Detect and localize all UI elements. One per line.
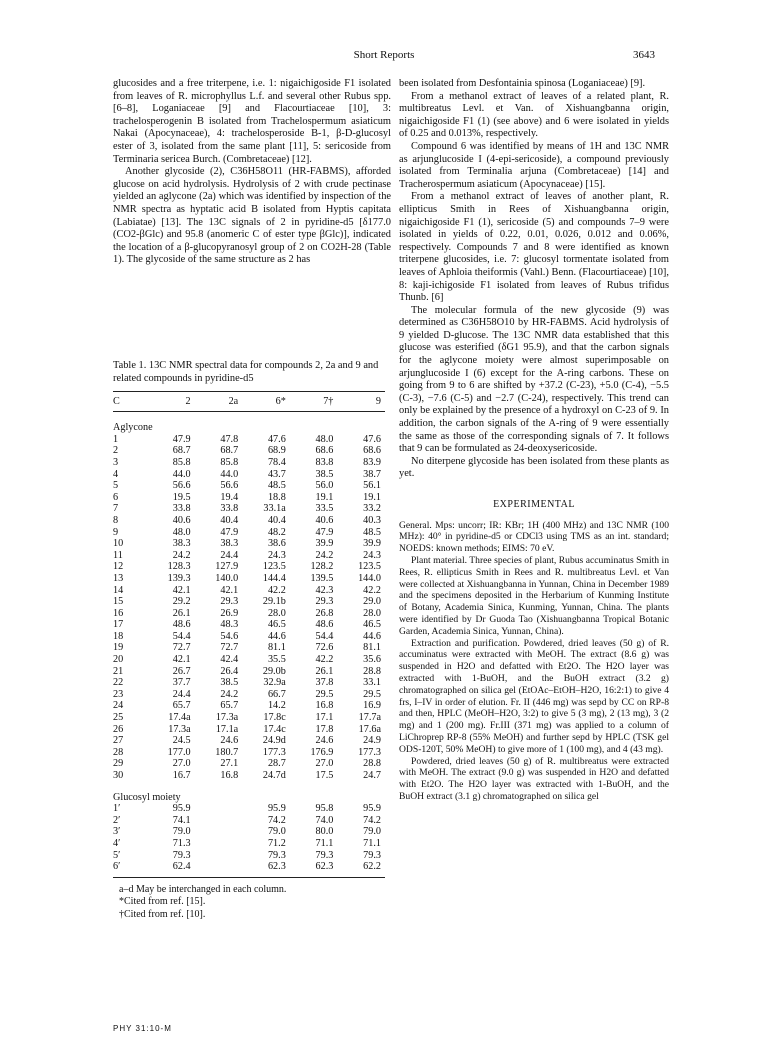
paragraph: Extraction and purification. Powdered, dried leaves (50 g) of R. accuminatus were extracted with MeOH. The extract (8.6 g) was suspended in H2O and defatted with Et2O. The H2O layer was extracted with 1-BuOH, and the BuOH extract (3.2 g) chromatographed on silica gel (EtOAc–EtOH–H2O, 16:2:1) to give 4 frs, I–IV in order of elution. Fr. II (446 mg) was sepd by CC on RP-8 and then, HPLC (MeOH–H2O, 3:2) to give 5 (3 mg), 2 (13 mg), 3 (2 mg) and 1 (200 mg). Fr.III (371 mg) was applied to a column of LiChroprep RP-8 (55% MeOH) and further sepd by HPLC (TSK gel ODS-120T, 50% MeOH) to give more of 1 (100 mg), and 4 (43 mg). [399, 637, 669, 755]
table-cell: 24.2 [220, 688, 239, 700]
table-cell [195, 861, 243, 877]
table-cell: 38.3 [172, 538, 191, 550]
table-cell [195, 803, 243, 815]
table-row [113, 758, 385, 770]
table-section-label: Aglycone [113, 422, 153, 434]
table-cell: 48.3 [220, 619, 239, 631]
paragraph: General. Mps: uncorr; IR: KBr; 1H (400 MHz) and 13C NMR (100 MHz): 40° in pyridine-d5 or CDCl3 using TMS as an int. standard; NOEDS: known methods; EIMS: 70 eV. [399, 519, 669, 555]
table-cell: 39.9 [363, 538, 381, 550]
table-cell: 5′ [113, 849, 121, 861]
table-cell: 44.0 [172, 468, 191, 480]
table-cell: 72.7 [172, 642, 191, 654]
table-cell: 17.4a [168, 712, 191, 724]
table-cell: 48.6 [315, 619, 334, 631]
table-cell: 29.0b [262, 665, 286, 677]
paragraph: glucosides and a free triterpene, i.e. 1: nigaichigoside F1 isolated from leaves of R. microphyllus L.f. and several other Rubus spp. [6–8], Loganiaceae [9] and Flacourtiaceae [10], 3: trachelosperogenin B isolated from Trachelospermum asiaticum Nakai (Apocynaceae), 4: trachelosperoside B-1, β-D-glucosyl ester of 3, isolated from the same plant [11], 5: sericoside from Terminaria sericea Burch. (Combretaceae) [12]. [113, 78, 391, 165]
table-cell: 10 [113, 538, 124, 550]
table-cell: 33.1 [363, 677, 381, 689]
table-row [113, 550, 385, 562]
column-header: C [113, 392, 147, 412]
table-cell: 74.2 [267, 814, 286, 826]
table-cell: 38.5 [220, 677, 239, 689]
table-cell: 95.8 [315, 803, 334, 815]
table-cell: 65.7 [220, 700, 239, 712]
table-row [113, 677, 385, 689]
table-cell [195, 850, 243, 862]
table-cell: 26.4 [220, 665, 239, 677]
table-cell: 29.3 [220, 596, 239, 608]
table-cell: 27.0 [315, 758, 334, 770]
table-cell: 42.1 [172, 654, 191, 666]
column-header: 2 [147, 392, 195, 412]
table-cell: 28.7 [267, 758, 286, 770]
table-cell: 26.1 [172, 607, 191, 619]
table-cell: 29.5 [363, 688, 381, 700]
table-cell: 24.2 [315, 549, 334, 561]
table-cell: 68.6 [363, 445, 381, 457]
table-cell: 38.3 [220, 538, 239, 550]
table-cell: 128.2 [310, 561, 334, 573]
right-column [399, 78, 669, 803]
table-cell: 26.8 [315, 607, 334, 619]
table-cell: 85.8 [172, 456, 191, 468]
table-cell: 35.5 [267, 654, 286, 666]
column-header: 9 [337, 392, 385, 412]
table-cell: 42.3 [315, 584, 334, 596]
paragraph: been isolated from Desfontainia spinosa (Loganiaceae) [9]. [399, 78, 646, 89]
table-cell: 68.6 [315, 445, 334, 457]
table-cell: 24.7d [262, 770, 286, 781]
table-row [113, 654, 385, 666]
table-cell: 19.1 [363, 491, 381, 503]
table-cell: 20 [113, 654, 124, 666]
table-cell: 56.6 [172, 480, 191, 492]
table-cell: 2 [113, 445, 119, 457]
paragraph: No diterpene glycoside has been isolated from these plants as yet. [399, 455, 669, 480]
table-cell: 43.7 [267, 468, 286, 480]
table-cell: 19.4 [220, 491, 239, 503]
column-header: 2a [195, 392, 243, 412]
table-cell: 42.1 [172, 584, 191, 596]
table-cell: 16 [113, 607, 124, 619]
table-row [113, 469, 385, 481]
table-cell: 17.8 [315, 723, 334, 735]
table-cell: 17.8c [263, 712, 286, 724]
table-cell: 17.4c [263, 723, 286, 735]
table-cell: 3 [113, 456, 119, 468]
table-cell: 24.3 [363, 549, 381, 561]
table-cell: 47.6 [363, 433, 381, 445]
table-cell: 6 [113, 491, 119, 503]
table-row [113, 515, 385, 527]
table-row [113, 538, 385, 550]
table-1 [113, 360, 385, 921]
table-cell: 123.5 [358, 561, 381, 573]
table-cell: 144.4 [262, 572, 286, 584]
table-cell: 44.6 [267, 630, 286, 642]
table-cell: 24.4 [220, 549, 239, 561]
table-cell: 24.6 [220, 735, 239, 747]
table-cell: 80.0 [315, 826, 334, 838]
table-row [113, 689, 385, 701]
table-cell: 74.2 [363, 814, 381, 826]
table-cell: 28.0 [267, 607, 286, 619]
table-cell: 79.3 [363, 849, 381, 861]
table-row [113, 642, 385, 654]
table-cell: 24.4 [172, 688, 191, 700]
table-cell: 12 [113, 561, 124, 573]
table-cell: 71.3 [172, 837, 191, 849]
table-row [113, 770, 385, 782]
table-cell: 68.7 [172, 445, 191, 457]
table-cell: 180.7 [215, 746, 239, 758]
table-cell: 62.3 [290, 861, 338, 877]
table-cell: 68.7 [220, 445, 239, 457]
table-cell: 3′ [113, 826, 121, 838]
table-cell: 127.9 [215, 561, 239, 573]
table-note: a–d May be interchanged in each column. [119, 883, 287, 895]
table-cell: 29.3 [315, 596, 334, 608]
table-row [113, 561, 385, 573]
table-cell: 33.8 [172, 503, 191, 515]
table-cell: 47.9 [220, 526, 239, 538]
table-cell: 1 [113, 433, 119, 445]
table-cell: 29 [113, 758, 124, 770]
table-row [113, 503, 385, 515]
table-row [113, 735, 385, 747]
table-cell: 15 [113, 596, 124, 608]
table-cell: 62.3 [242, 861, 290, 877]
table-cell: 46.5 [267, 619, 286, 631]
table-cell: 48.5 [267, 480, 286, 492]
table-cell: 17.6a [358, 723, 381, 735]
paragraph: The molecular formula of the new glycoside (9) was determined as C36H58O10 by HR-FABMS. Acid hydrolysis of 9 yielded D-glucose. The 13C NMR data established that this glucose was esterified (δG1 95.9), and that the carbon signals for the aglycone moiety were almost superimposable on arjunglucoside I (6) except for the A-ring carbons. These on going from 9 to 6 are shifted by +37.2 (C-23), +5.0 (C-4), −5.5 (C-3), −7.6 (C-5) and −2.7 (C-24), respectively. This trend can only be explained by the presence of a hydroxyl on C-23 of 9. In addition, the carbon signals of the A-ring of 9 were essentially the same as those of the corresponding signals of 7. It follows that 9 can be formulated as 24-deoxysericoside. [399, 304, 669, 455]
table-cell: 85.8 [220, 456, 239, 468]
table-cell: 28.8 [363, 665, 381, 677]
table-row [113, 492, 385, 504]
table-cell [195, 826, 243, 838]
table-cell: 17.1 [315, 712, 334, 724]
paragraph: Another glycoside (2), C36H58O11 (HR-FABMS), afforded glucose on acid hydrolysis. Hydrolysis of 2 with crude pectinase yielded an aglycone (2a) which was identified by inspection of the NMR spectra as hyptatic acid B isolated from Hyptis capitata (Labiatae) [13]. The 13C signals of 2 in pyridine-d5 [δ177.0 (CO2-βGlc) and 95.8 (anomeric C of ester type βGlc)], indicated the location of a β-glucopyranosyl group of 2 on CO2H-28 (Table 1). The glycoside of the same structure as 2 has [113, 166, 391, 266]
table-row [113, 619, 385, 631]
table-cell: 24.3 [267, 549, 286, 561]
column-header: 7† [290, 392, 338, 412]
table-cell: 40.3 [363, 514, 381, 526]
table-cell: 40.4 [220, 514, 239, 526]
table-cell: 47.9 [315, 526, 334, 538]
table-cell [195, 815, 243, 827]
table-row [113, 815, 385, 827]
table-cell: 72.7 [220, 642, 239, 654]
table-section-label: Glucosyl moiety [113, 791, 181, 803]
table-cell: 17.7a [358, 712, 381, 724]
table-cell: 139.3 [167, 572, 191, 584]
table-cell: 26 [113, 723, 124, 735]
table-cell: 95.9 [267, 803, 286, 815]
table-notes [113, 884, 385, 921]
page-number: 3643 [633, 49, 655, 61]
table-cell: 14 [113, 584, 124, 596]
table-caption: Table 1. 13C NMR spectral data for compounds 2, 2a and 9 and related compounds in pyridine-d5 [113, 360, 379, 384]
table-cell: 7 [113, 503, 119, 515]
table-cell: 30 [113, 770, 124, 781]
table-row [113, 434, 385, 446]
table-cell: 74.1 [172, 814, 191, 826]
table-row [113, 803, 385, 815]
table-cell: 18.8 [267, 491, 286, 503]
table-cell: 44.6 [363, 630, 381, 642]
table-cell: 79.0 [363, 826, 381, 838]
table-row [113, 838, 385, 850]
table-row [113, 826, 385, 838]
table-cell: 16.9 [363, 700, 381, 712]
table-row [113, 480, 385, 492]
table-row [113, 631, 385, 643]
table-cell: 9 [113, 526, 119, 538]
table-cell: 177.3 [262, 746, 286, 758]
page-footer: PHY 31:10-M [113, 1024, 172, 1033]
table-cell: 65.7 [172, 700, 191, 712]
paragraph: Compound 6 was identified by means of 1H and 13C NMR as arjunglucoside I (4-epi-sericoside), a compound previously isolated from Terminalia arjuna (Combretaceae) [14] and Tracherospermum asiaticum (Apocynaceae) [15]. [399, 140, 669, 190]
table-cell: 38.5 [315, 468, 334, 480]
table-cell: 24.9 [363, 735, 381, 747]
table-cell: 68.9 [267, 445, 286, 457]
table-cell: 40.4 [267, 514, 286, 526]
table-cell: 19.5 [172, 491, 191, 503]
table-cell: 95.9 [363, 803, 381, 815]
table-cell: 22 [113, 677, 124, 689]
table-cell: 48.0 [172, 526, 191, 538]
table-row [113, 445, 385, 457]
table-cell: 18 [113, 630, 124, 642]
table-cell: 56.6 [220, 480, 239, 492]
table-cell: 16.7 [172, 770, 191, 781]
table-cell: 24 [113, 700, 124, 712]
table-cell: 29.0 [363, 596, 381, 608]
table-cell: 27.0 [172, 758, 191, 770]
table-cell: 24.9d [262, 735, 286, 747]
table-cell: 62.4 [147, 861, 195, 877]
table-cell: 16.8 [315, 700, 334, 712]
table-cell: 14.2 [267, 700, 286, 712]
table-cell: 19 [113, 642, 124, 654]
table-cell: 54.6 [220, 630, 239, 642]
table-cell: 66.7 [267, 688, 286, 700]
table-cell: 42.2 [267, 584, 286, 596]
table-cell: 176.9 [310, 746, 334, 758]
table-cell: 128.3 [167, 561, 191, 573]
table-cell: 54.4 [315, 630, 334, 642]
left-column [113, 78, 391, 267]
table-cell: 79.3 [315, 849, 334, 861]
table-cell: 29.1b [262, 596, 286, 608]
table-cell: 74.0 [315, 814, 334, 826]
table-cell: 177.3 [358, 746, 381, 758]
table-cell: 4′ [113, 837, 121, 849]
table-cell: 23 [113, 688, 124, 700]
table-cell: 81.1 [363, 642, 381, 654]
table-cell: 5 [113, 480, 119, 492]
table-row [113, 712, 385, 724]
table-cell: 4 [113, 468, 119, 480]
table-cell: 42.1 [220, 584, 239, 596]
table-row [113, 573, 385, 585]
table-cell: 27 [113, 735, 124, 747]
table-cell: 79.3 [267, 849, 286, 861]
table-cell: 16.8 [220, 770, 239, 781]
table-row [113, 596, 385, 608]
table-cell: 48.0 [315, 433, 334, 445]
paragraph: Plant material. Three species of plant, Rubus accuminatus Smith in Rees, R. ellipticus Smith in Rees and R. multibreatus Levl. et Van were collected at Xishuangbanna in Yunnan, China in December 1989 and the specimens deposited in the Herbarium of Kunming Institute of Botany, Academia Sinica, Kunming, Yunnan, China. The plants were identified by Dr Guoda Tao (Xishuangbanna Tropical Botanic Garden, Academia Sinica, Yunnan, China). [399, 554, 669, 637]
table-cell: 140.0 [215, 572, 239, 584]
table-cell: 19.1 [315, 491, 334, 503]
table-cell: 13 [113, 572, 124, 584]
table-cell: 177.0 [167, 746, 191, 758]
table-cell: 79.0 [267, 826, 286, 838]
table-cell: 44.0 [220, 468, 239, 480]
table-cell: 29.2 [172, 596, 191, 608]
section-heading: EXPERIMENTAL [493, 499, 575, 510]
table-note: †Cited from ref. [10]. [119, 908, 206, 920]
table-cell: 24.7 [363, 770, 381, 781]
table-cell: 33.2 [363, 503, 381, 515]
table-cell: 71.1 [315, 837, 334, 849]
table-cell: 27.1 [220, 758, 239, 770]
table-cell: 81.1 [267, 642, 286, 654]
table-cell: 33.1a [263, 503, 286, 515]
table-cell: 26.9 [220, 607, 239, 619]
paragraph: Powdered, dried leaves (50 g) of R. multibreatus were extracted with MeOH. The extract (9.0 g) was suspended in H2O and defatted with Et2O. The H2O layer was extracted with 1-BuOH, and the BuOH extract (3.1 g) chromatographed on silica gel [399, 755, 669, 802]
table-cell: 17.5 [315, 770, 334, 781]
table-cell: 46.5 [363, 619, 381, 631]
table-cell: 62.2 [337, 861, 385, 877]
table-cell: 17 [113, 619, 124, 631]
table-row [113, 700, 385, 712]
table-cell: 28.0 [363, 607, 381, 619]
nmr-table [113, 391, 385, 878]
table-cell: 29.5 [315, 688, 334, 700]
table-cell: 26.1 [315, 665, 334, 677]
table-cell: 56.0 [315, 480, 334, 492]
table-cell: 17.1a [215, 723, 239, 735]
table-cell: 47.9 [172, 433, 191, 445]
table-row [113, 666, 385, 678]
table-cell: 28.8 [363, 758, 381, 770]
table-cell: 42.2 [315, 654, 334, 666]
table-cell: 2′ [113, 814, 121, 826]
table-cell [195, 838, 243, 850]
table-row [113, 747, 385, 759]
table-cell: 38.6 [267, 538, 286, 550]
table-cell: 72.6 [315, 642, 334, 654]
table-row [113, 585, 385, 597]
running-title: Short Reports [353, 49, 415, 61]
table-cell: 25 [113, 712, 124, 724]
table-cell: 37.7 [172, 677, 191, 689]
table-cell: 71.2 [267, 837, 286, 849]
table-cell: 33.5 [315, 503, 334, 515]
table-cell: 78.4 [267, 456, 286, 468]
table-cell: 38.7 [363, 468, 381, 480]
table-cell: 11 [113, 549, 123, 561]
table-cell: 8 [113, 514, 119, 526]
table-cell: 42.2 [363, 584, 381, 596]
table-cell: 48.2 [267, 526, 286, 538]
table-cell: 79.3 [172, 849, 191, 861]
table-row [113, 861, 385, 877]
table-cell: 48.6 [172, 619, 191, 631]
table-cell: 33.8 [220, 503, 239, 515]
table-note: *Cited from ref. [15]. [119, 896, 206, 908]
table-row [113, 850, 385, 862]
table-cell: 79.0 [172, 826, 191, 838]
table-cell: 40.6 [315, 514, 334, 526]
table-cell: 32.9a [263, 677, 286, 689]
table-cell: 139.5 [310, 572, 334, 584]
table-cell: 28 [113, 746, 124, 758]
table-row [113, 527, 385, 539]
table-cell: 47.6 [267, 433, 286, 445]
table-cell: 24.2 [172, 549, 191, 561]
table-cell: 47.8 [220, 433, 239, 445]
paragraph: From a methanol extract of leaves of a related plant, R. multibreatus Levl. et Van. of Xishuangbanna origin, nigaichigoside F1 (1) (see above) and 6 were isolated in yields of 0.25 and 0.013%, respectively. [399, 90, 669, 140]
table-row [113, 724, 385, 736]
table-cell: 48.5 [363, 526, 381, 538]
table-cell: 123.5 [262, 561, 286, 573]
table-cell: 39.9 [315, 538, 334, 550]
table-row [113, 457, 385, 469]
table-row [113, 608, 385, 620]
table-cell: 83.8 [315, 456, 334, 468]
table-cell: 42.4 [220, 654, 239, 666]
table-cell: 21 [113, 665, 124, 677]
column-header: 6* [242, 392, 290, 412]
table-cell: 24.5 [172, 735, 191, 747]
table-cell: 71.1 [363, 837, 381, 849]
table-cell: 95.9 [172, 803, 191, 815]
table-cell: 40.6 [172, 514, 191, 526]
paragraph: From a methanol extract of leaves of another plant, R. ellipticus Smith in Rees of Xishuangbanna origin, nigaichigoside F1 (1), sericoside (5) and compounds 7–9 were isolated in yields of 0.22, 0.01, 0.026, 0.012 and 0.06%, respectively. Compounds 7 and 8 were identified as known triterpene glucosides, i.e. 7: glucosyl tormentate isolated from leaves of Aphloia theiformis (Vahl.) Benn. (Flacourtiaceae) [10], 8: kaji-ichigoside F1 isolated from leaves of Rubus trifidus Thunb. [6] [399, 191, 669, 304]
table-cell: 35.6 [363, 654, 381, 666]
table-cell: 54.4 [172, 630, 191, 642]
table-cell: 17.3a [215, 712, 239, 724]
table-cell: 26.7 [172, 665, 191, 677]
table-cell: 56.1 [363, 480, 381, 492]
table-cell: 17.3a [168, 723, 191, 735]
table-cell: 83.9 [363, 456, 381, 468]
table-cell: 37.8 [315, 677, 334, 689]
table-cell: 24.6 [315, 735, 334, 747]
table-cell: 1′ [113, 803, 121, 815]
table-cell: 144.0 [358, 572, 381, 584]
table-cell: 6′ [113, 861, 147, 877]
